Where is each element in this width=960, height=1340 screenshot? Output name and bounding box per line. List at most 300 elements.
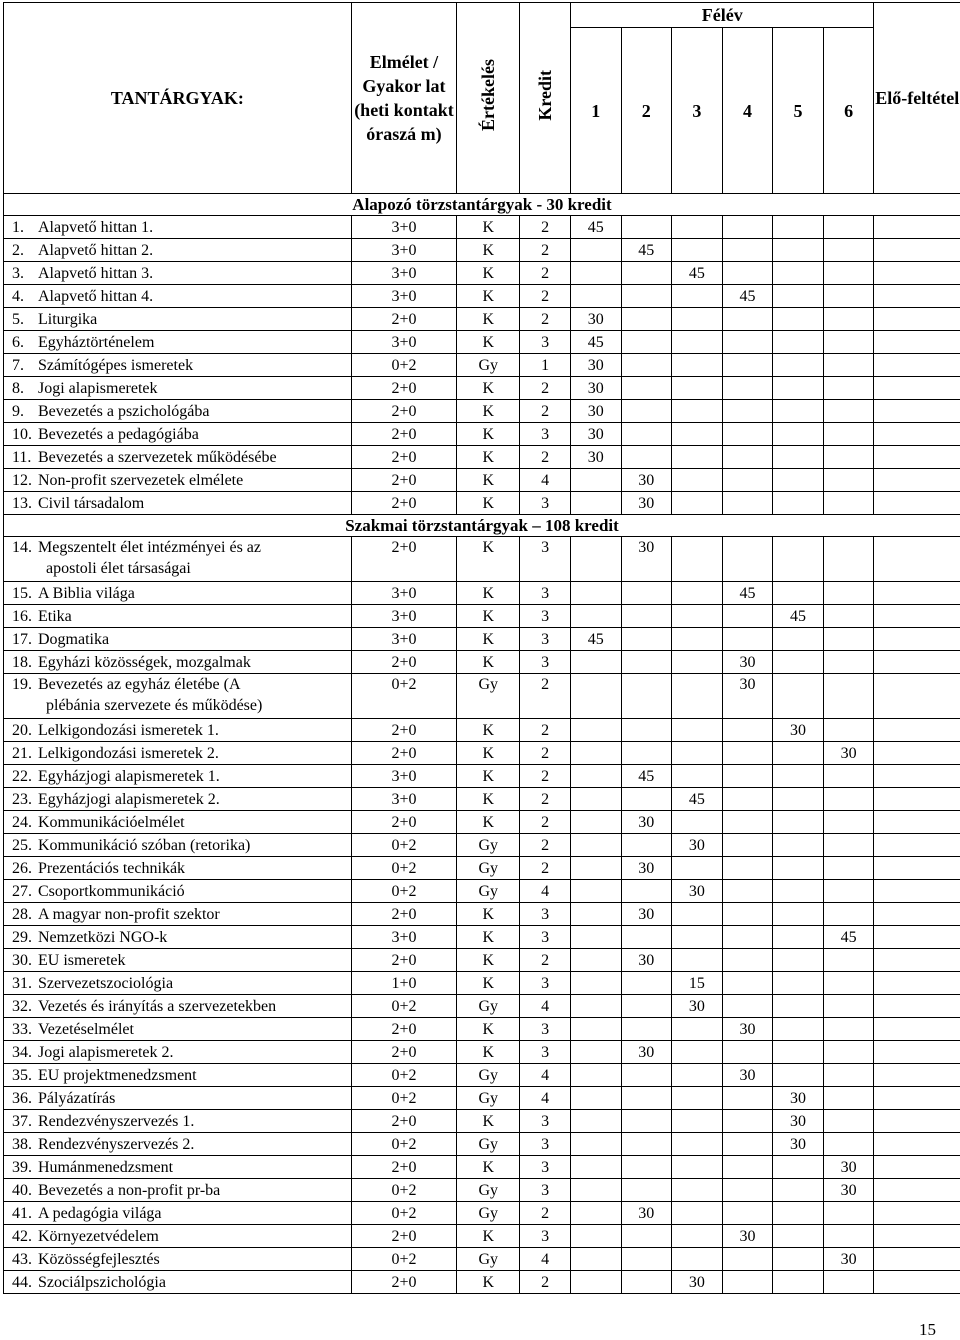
- semester-6-cell: [823, 1087, 874, 1110]
- semester-3-cell: [672, 1041, 723, 1064]
- semester-3-cell: [672, 216, 723, 239]
- semester-4-cell: [722, 628, 773, 651]
- semester-3-cell: [672, 239, 723, 262]
- prereq-cell: [874, 972, 960, 995]
- table-row: [4, 446, 960, 469]
- evaluation-cell: K: [457, 1018, 520, 1041]
- semester-1-cell: [570, 1018, 621, 1041]
- credit-cell: 3: [520, 651, 571, 674]
- table-row: [4, 354, 960, 377]
- prereq-cell: [874, 628, 960, 651]
- semester-6-cell: [823, 446, 874, 469]
- semester-2-cell: [621, 742, 672, 765]
- semester-4-cell: [722, 1248, 773, 1271]
- subject-cell: [4, 400, 352, 423]
- semester-6-cell: [823, 331, 874, 354]
- semester-6-cell: [823, 674, 874, 719]
- credit-cell: 4: [520, 1087, 571, 1110]
- subject-cell: [4, 469, 352, 492]
- prereq-cell: [874, 354, 960, 377]
- semester-4-cell: [722, 537, 773, 582]
- evaluation-cell: K: [457, 1271, 520, 1294]
- subject-name: Számítógépes ismeretek: [38, 357, 193, 374]
- subject-cell: [4, 651, 352, 674]
- subject-cell: [4, 285, 352, 308]
- prereq-cell: [874, 926, 960, 949]
- subject-name: Humánmenedzsment: [38, 1159, 173, 1176]
- page-number: 15: [919, 1320, 936, 1340]
- evaluation-cell: K: [457, 1110, 520, 1133]
- subject-number: 38.: [12, 1134, 38, 1155]
- theory-practice-cell: 0+2: [351, 354, 456, 377]
- prereq-cell: [874, 262, 960, 285]
- semester-1-cell: 30: [570, 400, 621, 423]
- semester-4-cell: [722, 331, 773, 354]
- credit-cell: 4: [520, 1064, 571, 1087]
- semester-1-cell: [570, 1225, 621, 1248]
- theory-practice-cell: 3+0: [351, 582, 456, 605]
- semester-2-cell: [621, 674, 672, 719]
- credit-cell: 2: [520, 1202, 571, 1225]
- semester-6-cell: [823, 354, 874, 377]
- credit-cell: 2: [520, 742, 571, 765]
- prereq-cell: [874, 492, 960, 515]
- semester-5-cell: [773, 262, 824, 285]
- subject-name: Nemzetközi NGO-k: [38, 929, 167, 946]
- semester-1-cell: [570, 262, 621, 285]
- subject-cell: [4, 1179, 352, 1202]
- subject-number: 40.: [12, 1180, 38, 1201]
- subject-number: 41.: [12, 1203, 38, 1224]
- subject-number: 27.: [12, 881, 38, 902]
- semester-3-cell: [672, 857, 723, 880]
- subject-name: Közösségfejlesztés: [38, 1251, 160, 1268]
- prereq-cell: [874, 1271, 960, 1294]
- credit-cell: 3: [520, 903, 571, 926]
- semester-5-cell: [773, 1156, 824, 1179]
- semester-2-cell: 30: [621, 469, 672, 492]
- theory-practice-cell: 1+0: [351, 972, 456, 995]
- theory-practice-cell: 0+2: [351, 1133, 456, 1156]
- theory-practice-cell: 3+0: [351, 926, 456, 949]
- evaluation-cell: K: [457, 308, 520, 331]
- semester-6-cell: 30: [823, 742, 874, 765]
- subject-name: Egyházjogi alapismeretek 1.: [38, 768, 220, 785]
- prereq-cell: [874, 1110, 960, 1133]
- subject-name: A magyar non-profit szektor: [38, 906, 220, 923]
- subject-number: 21.: [12, 743, 38, 764]
- theory-practice-cell: 0+2: [351, 1064, 456, 1087]
- prereq-cell: [874, 903, 960, 926]
- semester-1-cell: [570, 582, 621, 605]
- semester-6-cell: [823, 1202, 874, 1225]
- semester-4-cell: 45: [722, 285, 773, 308]
- subject-number: 5.: [12, 309, 38, 330]
- credit-cell: 4: [520, 469, 571, 492]
- table-row: [4, 423, 960, 446]
- subject-cell: [4, 926, 352, 949]
- semester-4-cell: [722, 857, 773, 880]
- subject-cell: [4, 1018, 352, 1041]
- theory-practice-cell: 2+0: [351, 1156, 456, 1179]
- subject-number: 2.: [12, 240, 38, 261]
- semester-1-cell: [570, 926, 621, 949]
- semester-3-cell: [672, 308, 723, 331]
- table-row: [4, 742, 960, 765]
- table-row: [4, 903, 960, 926]
- semester-5-cell: [773, 742, 824, 765]
- semester-4-cell: [722, 1133, 773, 1156]
- evaluation-cell: K: [457, 216, 520, 239]
- subject-number: 11.: [12, 447, 38, 468]
- semester-2-cell: [621, 926, 672, 949]
- subject-name: Civil társadalom: [38, 495, 144, 512]
- subject-name: Környezetvédelem: [38, 1228, 159, 1245]
- credit-cell: 2: [520, 811, 571, 834]
- semester-2-cell: 30: [621, 811, 672, 834]
- evaluation-cell: Gy: [457, 834, 520, 857]
- subject-cell: [4, 674, 352, 719]
- semester-6-cell: [823, 582, 874, 605]
- semester-4-cell: 30: [722, 1064, 773, 1087]
- theory-practice-cell: 0+2: [351, 1202, 456, 1225]
- semester-5-cell: [773, 834, 824, 857]
- evaluation-cell: Gy: [457, 1133, 520, 1156]
- semester-1-cell: [570, 1064, 621, 1087]
- subject-name: Lelkigondozási ismeretek 2.: [38, 745, 219, 762]
- prereq-cell: [874, 674, 960, 719]
- table-row: [4, 926, 960, 949]
- semester-3-cell: [672, 1087, 723, 1110]
- table-row: [4, 1133, 960, 1156]
- semester-3-cell: [672, 1225, 723, 1248]
- credit-cell: 1: [520, 354, 571, 377]
- semester-4-cell: [722, 926, 773, 949]
- semester-3-cell: 45: [672, 262, 723, 285]
- subject-number: 15.: [12, 583, 38, 604]
- semester-2-cell: [621, 995, 672, 1018]
- semester-4-cell: [722, 216, 773, 239]
- subject-cell: [4, 903, 352, 926]
- prereq-cell: [874, 949, 960, 972]
- semester-6-cell: [823, 1018, 874, 1041]
- table-row: [4, 377, 960, 400]
- table-row: [4, 400, 960, 423]
- subject-number: 12.: [12, 470, 38, 491]
- prereq-cell: [874, 857, 960, 880]
- semester-6-cell: [823, 239, 874, 262]
- semester-2-cell: 30: [621, 1202, 672, 1225]
- table-row: [4, 674, 960, 719]
- semester-4-cell: 45: [722, 582, 773, 605]
- semester-2-cell: [621, 446, 672, 469]
- credit-cell: 2: [520, 285, 571, 308]
- semester-2-cell: [621, 1064, 672, 1087]
- theory-practice-cell: 2+0: [351, 400, 456, 423]
- prereq-cell: [874, 651, 960, 674]
- subject-cell: [4, 1202, 352, 1225]
- semester-1-cell: 30: [570, 423, 621, 446]
- subject-name: Etika: [38, 608, 72, 625]
- semester-2-cell: [621, 719, 672, 742]
- semester-2-cell: 45: [621, 765, 672, 788]
- prereq-cell: [874, 1087, 960, 1110]
- table-row: [4, 537, 960, 582]
- semester-5-cell: [773, 972, 824, 995]
- table-row: [4, 880, 960, 903]
- semester-2-cell: [621, 1225, 672, 1248]
- subject-cell: [4, 331, 352, 354]
- subject-cell: [4, 216, 352, 239]
- evaluation-cell: K: [457, 903, 520, 926]
- semester-5-cell: [773, 903, 824, 926]
- semester-5-cell: [773, 926, 824, 949]
- semester-3-cell: [672, 1133, 723, 1156]
- table-row: [4, 788, 960, 811]
- table-row: [4, 719, 960, 742]
- table-row: [4, 582, 960, 605]
- prereq-cell: [874, 1133, 960, 1156]
- semester-6-cell: [823, 651, 874, 674]
- subject-name: Bevezetés a szervezetek működésébe: [38, 449, 277, 466]
- semester-5-cell: [773, 788, 824, 811]
- subject-cell: [4, 1064, 352, 1087]
- subject-cell: [4, 834, 352, 857]
- theory-practice-cell: 2+0: [351, 308, 456, 331]
- semester-1-cell: [570, 239, 621, 262]
- semester-4-cell: [722, 354, 773, 377]
- semester-4-cell: 30: [722, 1225, 773, 1248]
- subject-number: 44.: [12, 1272, 38, 1293]
- semester-5-cell: [773, 216, 824, 239]
- semester-4-cell: [722, 446, 773, 469]
- subject-number: 34.: [12, 1042, 38, 1063]
- evaluation-cell: K: [457, 469, 520, 492]
- theory-practice-cell: 2+0: [351, 377, 456, 400]
- evaluation-cell: K: [457, 423, 520, 446]
- semester-5-cell: [773, 995, 824, 1018]
- subject-number: 28.: [12, 904, 38, 925]
- prereq-cell: [874, 377, 960, 400]
- semester-2-cell: [621, 1110, 672, 1133]
- credit-cell: 3: [520, 628, 571, 651]
- semester-1-cell: [570, 674, 621, 719]
- semester-1-header: 1: [570, 28, 621, 194]
- table-row: [4, 1179, 960, 1202]
- semester-5-cell: [773, 423, 824, 446]
- semester-2-cell: [621, 1271, 672, 1294]
- semester-2-cell: [621, 400, 672, 423]
- semester-3-cell: [672, 446, 723, 469]
- subject-cell: [4, 1087, 352, 1110]
- subject-number: 30.: [12, 950, 38, 971]
- subject-cell: [4, 972, 352, 995]
- semester-5-header: 5: [773, 28, 824, 194]
- semester-2-cell: [621, 216, 672, 239]
- theory-practice-cell: 2+0: [351, 492, 456, 515]
- semester-6-cell: [823, 811, 874, 834]
- semester-6-cell: [823, 537, 874, 582]
- semester-2-cell: [621, 605, 672, 628]
- credit-cell: 3: [520, 972, 571, 995]
- table-row: [4, 811, 960, 834]
- subject-name: Vezetéselmélet: [38, 1021, 134, 1038]
- semester-2-header: 2: [621, 28, 672, 194]
- prereq-cell: [874, 719, 960, 742]
- semester-2-cell: [621, 1156, 672, 1179]
- evaluation-cell: K: [457, 651, 520, 674]
- semester-3-cell: [672, 674, 723, 719]
- table-row: [4, 857, 960, 880]
- semester-6-cell: [823, 285, 874, 308]
- subject-name: Kommunikáció szóban (retorika): [38, 837, 250, 854]
- credit-cell: 3: [520, 1110, 571, 1133]
- subject-name: Bevezetés a pszichológába: [38, 403, 209, 420]
- section-title: Alapozó törzstantárgyak - 30 kredit: [4, 194, 960, 216]
- credit-cell: 2: [520, 446, 571, 469]
- credit-header-text: Kredit: [533, 70, 557, 121]
- theory-practice-cell: 3+0: [351, 262, 456, 285]
- semester-3-header: 3: [672, 28, 723, 194]
- subject-number: 9.: [12, 401, 38, 422]
- subject-cell: [4, 1271, 352, 1294]
- credit-cell: 2: [520, 674, 571, 719]
- theory-practice-cell: 2+0: [351, 537, 456, 582]
- semester-5-cell: [773, 628, 824, 651]
- semester-2-cell: [621, 1018, 672, 1041]
- prereq-cell: [874, 1156, 960, 1179]
- prereq-cell: [874, 331, 960, 354]
- subject-number: 4.: [12, 286, 38, 307]
- subject-name: Csoportkommunikáció: [38, 883, 185, 900]
- subject-name: A Biblia világa: [38, 585, 135, 602]
- semester-4-cell: [722, 742, 773, 765]
- semester-2-cell: [621, 262, 672, 285]
- semester-6-cell: [823, 423, 874, 446]
- subject-name: Lelkigondozási ismeretek 1.: [38, 722, 219, 739]
- credit-cell: 3: [520, 1179, 571, 1202]
- semester-6-cell: [823, 995, 874, 1018]
- subject-name: Rendezvényszervezés 2.: [38, 1136, 194, 1153]
- semester-5-cell: [773, 1271, 824, 1294]
- semester-6-cell: [823, 765, 874, 788]
- semester-2-cell: [621, 331, 672, 354]
- credit-cell: 3: [520, 1133, 571, 1156]
- table-row: [4, 1202, 960, 1225]
- subject-name: Jogi alapismeretek: [38, 380, 158, 397]
- semester-5-cell: [773, 1225, 824, 1248]
- semester-5-cell: 45: [773, 605, 824, 628]
- subject-name: Alapvető hittan 3.: [38, 265, 153, 282]
- semester-3-cell: [672, 949, 723, 972]
- table-row: [4, 1156, 960, 1179]
- subject-number: 13.: [12, 493, 38, 514]
- semester-1-cell: [570, 811, 621, 834]
- credit-cell: 2: [520, 308, 571, 331]
- subject-cell: [4, 354, 352, 377]
- evaluation-header: [457, 3, 520, 194]
- theory-practice-cell: 3+0: [351, 331, 456, 354]
- evaluation-cell: K: [457, 628, 520, 651]
- semester-6-cell: [823, 972, 874, 995]
- evaluation-cell: K: [457, 719, 520, 742]
- evaluation-cell: K: [457, 605, 520, 628]
- credit-cell: 2: [520, 949, 571, 972]
- subject-number: 39.: [12, 1157, 38, 1178]
- semester-4-cell: [722, 1202, 773, 1225]
- table-row: [4, 1087, 960, 1110]
- subject-name: Szervezetszociológia: [38, 975, 173, 992]
- semester-2-cell: [621, 582, 672, 605]
- subject-cell: [4, 949, 352, 972]
- semester-2-cell: 45: [621, 239, 672, 262]
- subject-cell: [4, 446, 352, 469]
- semester-5-cell: [773, 582, 824, 605]
- subject-name: Alapvető hittan 1.: [38, 219, 153, 236]
- semester-5-cell: [773, 811, 824, 834]
- credit-cell: 2: [520, 857, 571, 880]
- semester-5-cell: [773, 765, 824, 788]
- evaluation-cell: K: [457, 742, 520, 765]
- subject-cell: [4, 308, 352, 331]
- semester-4-cell: [722, 880, 773, 903]
- evaluation-cell: K: [457, 446, 520, 469]
- semester-3-cell: [672, 903, 723, 926]
- subject-number: 19.: [12, 674, 38, 695]
- theory-practice-cell: 2+0: [351, 469, 456, 492]
- semester-3-cell: [672, 354, 723, 377]
- subject-number: 33.: [12, 1019, 38, 1040]
- semester-3-cell: [672, 377, 723, 400]
- theory-practice-cell: 2+0: [351, 1225, 456, 1248]
- theory-practice-cell: 2+0: [351, 1110, 456, 1133]
- theory-practice-cell: 0+2: [351, 995, 456, 1018]
- evaluation-header-text: Értékelés: [476, 59, 500, 131]
- semester-2-cell: 30: [621, 492, 672, 515]
- evaluation-cell: K: [457, 811, 520, 834]
- evaluation-cell: K: [457, 400, 520, 423]
- theory-practice-cell: 2+0: [351, 1041, 456, 1064]
- semester-1-cell: [570, 995, 621, 1018]
- semester-5-cell: [773, 1041, 824, 1064]
- table-row: [4, 628, 960, 651]
- semester-3-cell: [672, 1179, 723, 1202]
- credit-cell: 3: [520, 926, 571, 949]
- semester-3-cell: [672, 1110, 723, 1133]
- semester-3-cell: 30: [672, 1271, 723, 1294]
- subject-number: 37.: [12, 1111, 38, 1132]
- semester-4-header: 4: [722, 28, 773, 194]
- theory-practice-cell: 2+0: [351, 811, 456, 834]
- theory-practice-cell: 0+2: [351, 834, 456, 857]
- semester-3-cell: 30: [672, 834, 723, 857]
- semester-5-cell: [773, 400, 824, 423]
- semester-3-cell: [672, 1018, 723, 1041]
- evaluation-cell: Gy: [457, 1179, 520, 1202]
- semester-1-cell: [570, 492, 621, 515]
- subject-name: Kommunikációelmélet: [38, 814, 185, 831]
- theory-practice-cell: 0+2: [351, 857, 456, 880]
- semester-5-cell: [773, 446, 824, 469]
- semester-6-cell: [823, 628, 874, 651]
- table-row: [4, 1064, 960, 1087]
- table-row: [4, 469, 960, 492]
- semester-3-cell: [672, 1248, 723, 1271]
- semester-1-cell: [570, 1087, 621, 1110]
- semester-4-cell: [722, 788, 773, 811]
- semester-4-cell: [722, 834, 773, 857]
- semester-1-cell: 45: [570, 216, 621, 239]
